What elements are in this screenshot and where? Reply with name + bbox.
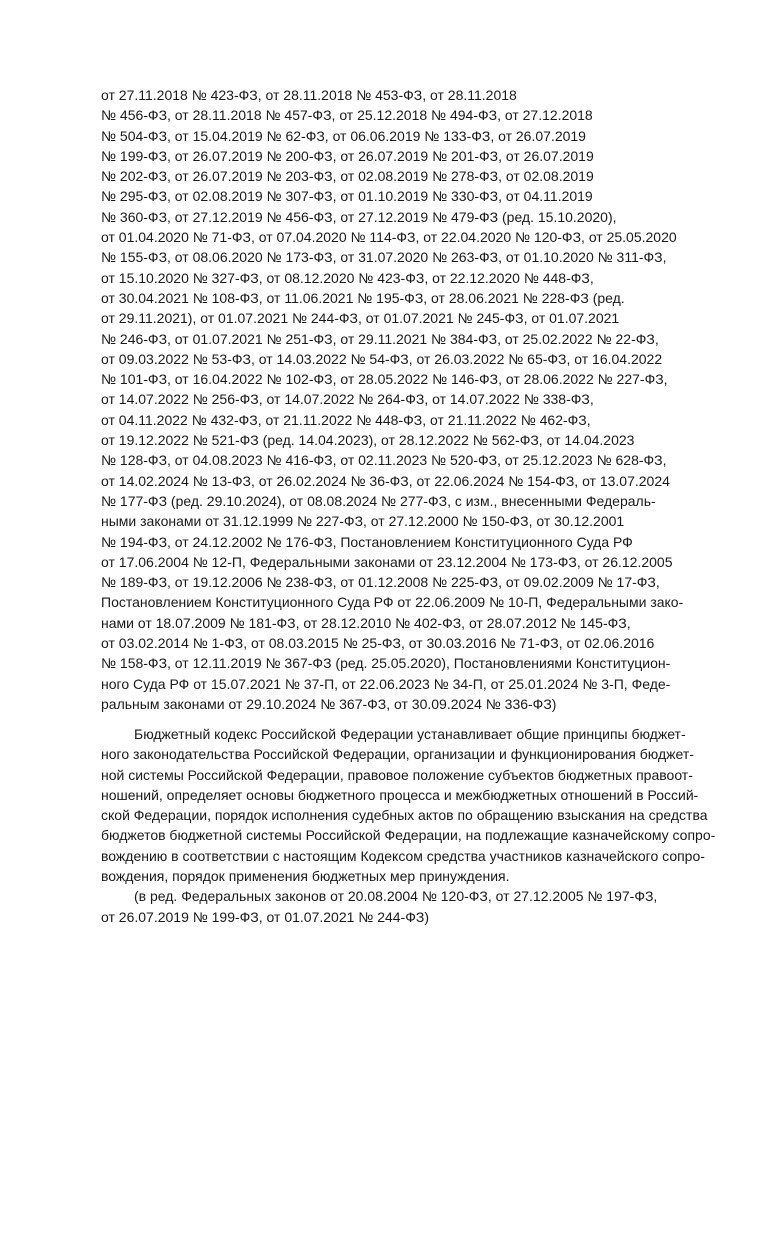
amendment-line: от 01.04.2020 № 71-ФЗ, от 07.04.2020 № 114-ФЗ, от 22.04.2020 № 120-ФЗ, от 25.05.2020 <box>101 229 677 246</box>
preamble-amendment-line: от 26.07.2019 № 199-ФЗ, от 01.07.2021 № 244-ФЗ) <box>101 908 429 925</box>
amendment-line: ными законами от 31.12.1999 № 227-ФЗ, от 27.12.2000 № 150-ФЗ, от 30.12.2001 <box>101 513 625 530</box>
preamble-line: Бюджетный кодекс Российской Федерации устанавливает общие принципы бюджет- <box>134 726 686 742</box>
preamble-line: ного законодательства Российской Федерации, организации и функционирования бюджет- <box>101 746 694 763</box>
amendment-line: № 504-ФЗ, от 15.04.2019 № 62-ФЗ, от 06.06.2019 № 133-ФЗ, от 26.07.2019 <box>101 127 586 144</box>
amendment-line: № 246-ФЗ, от 01.07.2021 № 251-ФЗ, от 29.11.2021 № 384-ФЗ, от 25.02.2022 № 22-ФЗ, <box>101 330 659 347</box>
amendment-line: ного Суда РФ от 15.07.2021 № 37-П, от 22.06.2023 № 34-П, от 25.01.2024 № 3-П, Феде- <box>101 675 671 692</box>
amendment-line: Постановлением Конституционного Суда РФ от 22.06.2009 № 10-П, Федеральными зако- <box>101 594 684 611</box>
amendment-line: от 27.11.2018 № 423-ФЗ, от 28.11.2018 № 453-ФЗ, от 28.11.2018 <box>101 87 517 103</box>
amendment-line: № 199-ФЗ, от 26.07.2019 № 200-ФЗ, от 26.07.2019 № 201-ФЗ, от 26.07.2019 <box>101 147 594 164</box>
amendment-line: от 04.11.2022 № 432-ФЗ, от 21.11.2022 № 448-ФЗ, от 21.11.2022 № 462-ФЗ, <box>101 411 591 428</box>
amendment-line: от 14.02.2024 № 13-ФЗ, от 26.02.2024 № 36-ФЗ, от 22.06.2024 № 154-ФЗ, от 13.07.2024 <box>101 472 670 489</box>
amendment-line: № 158-ФЗ, от 12.11.2019 № 367-ФЗ (ред. 25.05.2020), Постановлениями Конституцион- <box>101 655 671 672</box>
amendment-line: от 03.02.2014 № 1-ФЗ, от 08.03.2015 № 25-ФЗ, от 30.03.2016 № 71-ФЗ, от 02.06.2016 <box>101 635 655 652</box>
amendment-line: от 30.04.2021 № 108-ФЗ, от 11.06.2021 № 195-ФЗ, от 28.06.2021 № 228-ФЗ (ред. <box>101 289 625 306</box>
amendment-line: № 295-ФЗ, от 02.08.2019 № 307-ФЗ, от 01.10.2019 № 330-ФЗ, от 04.11.2019 <box>101 188 593 205</box>
amendments-list <box>101 85 698 714</box>
preamble-line: ной системы Российской Федерации, правовое положение субъектов бюджетных правоот- <box>101 766 693 783</box>
preamble <box>101 724 716 927</box>
amendment-line: от 17.06.2004 № 12-П, Федеральными законами от 23.12.2004 № 173-ФЗ, от 26.12.2005 <box>101 553 673 570</box>
preamble-line: вождению в соответствии с настоящим Кодексом средства участников казначейского сопро- <box>101 847 705 864</box>
amendment-line: нами от 18.07.2009 № 181-ФЗ, от 28.12.2010 № 402-ФЗ, от 28.07.2012 № 145-ФЗ, <box>101 614 631 631</box>
amendment-line: от 19.12.2022 № 521-ФЗ (ред. 14.04.2023), от 28.12.2022 № 562-ФЗ, от 14.04.2023 <box>101 432 635 449</box>
preamble-line: вождения, порядок применения бюджетных мер принуждения. <box>101 868 510 885</box>
amendment-line: № 202-ФЗ, от 26.07.2019 № 203-ФЗ, от 02.08.2019 № 278-ФЗ, от 02.08.2019 <box>101 168 594 185</box>
amendment-line: № 456-ФЗ, от 28.11.2018 № 457-ФЗ, от 25.12.2018 № 494-ФЗ, от 27.12.2018 <box>101 107 593 124</box>
preamble-line: бюджетов бюджетной системы Российской Федерации, на подлежащие казначейскому сопро- <box>101 827 716 844</box>
preamble-line: ской Федерации, порядок исполнения судебных актов по обращению взыскания на средства <box>101 807 708 824</box>
amendment-line: № 155-ФЗ, от 08.06.2020 № 173-ФЗ, от 31.07.2020 № 263-ФЗ, от 01.10.2020 № 311-ФЗ, <box>101 249 667 266</box>
amendment-line: № 101-ФЗ, от 16.04.2022 № 102-ФЗ, от 28.05.2022 № 146-ФЗ, от 28.06.2022 № 227-ФЗ, <box>101 371 668 388</box>
amendment-line: № 189-ФЗ, от 19.12.2006 № 238-ФЗ, от 01.12.2008 № 225-ФЗ, от 09.02.2009 № 17-ФЗ, <box>101 574 660 591</box>
amendment-line: от 15.10.2020 № 327-ФЗ, от 08.12.2020 № 423-ФЗ, от 22.12.2020 № 448-ФЗ, <box>101 269 594 286</box>
amendment-line: № 194-ФЗ, от 24.12.2002 № 176-ФЗ, Постановлением Конституционного Суда РФ <box>101 533 633 550</box>
amendment-line: № 128-ФЗ, от 04.08.2023 № 416-ФЗ, от 02.11.2023 № 520-ФЗ, от 25.12.2023 № 628-ФЗ, <box>101 452 667 469</box>
amendment-line: № 360-ФЗ, от 27.12.2019 № 456-ФЗ, от 27.12.2019 № 479-ФЗ (ред. 15.10.2020), <box>101 208 617 225</box>
amendment-line: от 14.07.2022 № 256-ФЗ, от 14.07.2022 № 264-ФЗ, от 14.07.2022 № 338-ФЗ, <box>101 391 594 408</box>
preamble-line: ношений, определяет основы бюджетного процесса и межбюджетных отношений в Россий- <box>101 786 699 803</box>
amendment-line: от 29.11.2021), от 01.07.2021 № 244-ФЗ, от 01.07.2021 № 245-ФЗ, от 01.07.2021 <box>101 310 620 327</box>
preamble-amendment-line: (в ред. Федеральных законов от 20.08.2004 № 120-ФЗ, от 27.12.2005 № 197-ФЗ, <box>134 888 658 905</box>
amendment-line: от 09.03.2022 № 53-ФЗ, от 14.03.2022 № 54-ФЗ, от 26.03.2022 № 65-ФЗ, от 16.04.2022 <box>101 350 663 367</box>
amendment-line: № 177-ФЗ (ред. 29.10.2024), от 08.08.2024 № 277-ФЗ, с изм., внесенными Федераль- <box>101 492 656 509</box>
amendment-line: ральным законами от 29.10.2024 № 367-ФЗ, от 30.09.2024 № 336-ФЗ) <box>101 695 557 712</box>
